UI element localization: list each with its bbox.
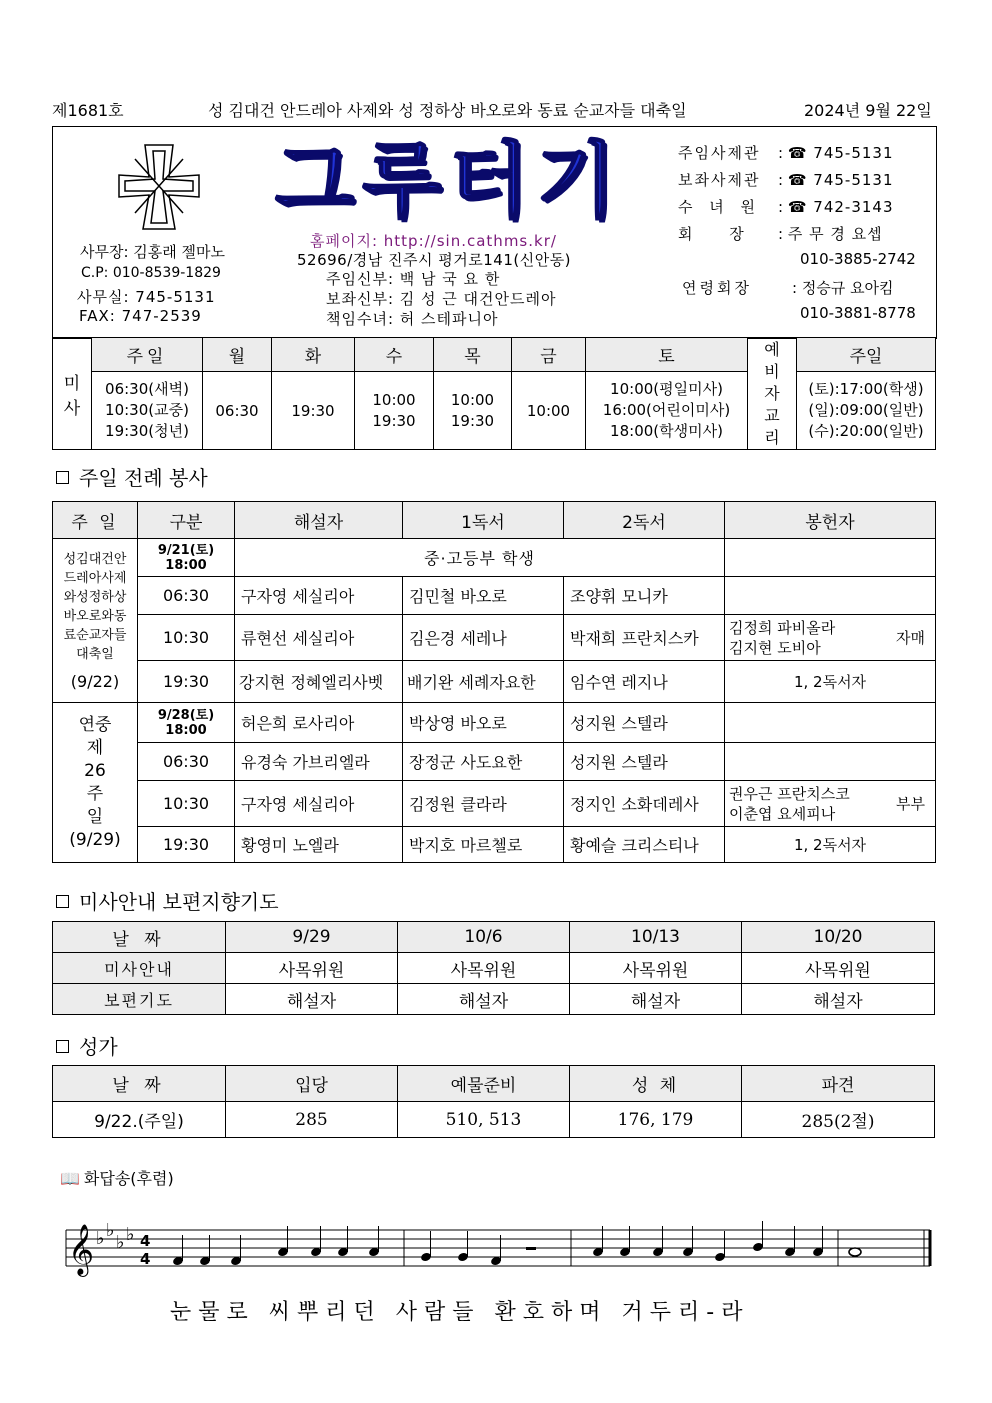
treble-clef-icon: 𝄞 xyxy=(68,1224,95,1275)
service-reader1: 박상영 바오로 xyxy=(403,703,564,743)
guide-prayer: 해설자 xyxy=(398,984,570,1015)
contact-value: ☎ 745-5131 xyxy=(787,171,894,189)
office-cp: C.P: 010-8539-1829 xyxy=(81,265,221,281)
guide-date: 10/13 xyxy=(570,922,742,953)
contact-value: ☎ 742-3143 xyxy=(787,198,894,216)
mass-header-wed: 수 xyxy=(355,338,434,372)
svg-text:♭: ♭ xyxy=(126,1224,135,1245)
service-merged: 중·고등부 학생 xyxy=(235,539,725,577)
service-commentator: 강지현 정혜엘리사벳 xyxy=(235,661,403,703)
service-reader2: 정지인 소화데레사 xyxy=(564,781,725,827)
book-icon: 📖 xyxy=(60,1169,80,1188)
mass-header-fri: 금 xyxy=(512,338,586,372)
mass-time-wed: 10:00 19:30 xyxy=(355,372,434,450)
mass-time-sun: 06:30(새벽) 10:30(교중) 19:30(청년) xyxy=(92,372,203,450)
guide-row-label: 날 짜 xyxy=(53,922,226,953)
checkbox-bullet-icon xyxy=(56,895,69,908)
address: 52696/경남 진주시 평거로141(신안동) xyxy=(297,251,572,269)
hymn-communion: 176, 179 xyxy=(570,1102,742,1138)
service-group-label: 연중 제 26 주 일 (9/29) xyxy=(53,703,138,863)
service-offer xyxy=(725,539,936,577)
checkbox-bullet-icon xyxy=(56,471,69,484)
service-reader1: 배기완 세례자요한 xyxy=(403,661,564,703)
psalm-staff xyxy=(58,1212,938,1302)
svg-text:4: 4 xyxy=(140,1250,151,1268)
service-reader2: 임수연 레지나 xyxy=(564,661,725,703)
service-offer xyxy=(725,703,936,743)
service-header: 2독서 xyxy=(564,502,725,539)
issue-date: 2024년 9월 22일 xyxy=(804,101,932,120)
guide-date: 9/29 xyxy=(226,922,398,953)
hymn-header: 입당 xyxy=(226,1066,398,1102)
svg-text:♭: ♭ xyxy=(96,1228,105,1249)
guide-date: 10/6 xyxy=(398,922,570,953)
service-reader2: 박재희 프란치스카 xyxy=(564,615,725,661)
feast-title: 성 김대건 안드레아 사제와 성 정하상 바오로와 동료 순교자들 대축일 xyxy=(208,101,687,120)
service-header: 주 일 xyxy=(53,502,138,539)
issue-number: 제1681호 xyxy=(52,101,124,120)
guide-table xyxy=(52,921,935,1015)
service-reader1: 박지호 마르첼로 xyxy=(403,827,564,863)
hymn-header: 날 짜 xyxy=(53,1066,226,1102)
service-reader2: 조양휘 모니카 xyxy=(564,577,725,615)
service-table xyxy=(52,501,936,863)
contact-label: 보좌사제관 xyxy=(678,171,761,189)
hymn-recessional: 285(2절) xyxy=(742,1102,935,1138)
service-commentator: 구자영 세실리아 xyxy=(235,781,403,827)
office-phone: 사무실: 745-5131 xyxy=(77,288,216,306)
hymn-header: 성 체 xyxy=(570,1066,742,1102)
service-section-title: 주일 전례 봉사 xyxy=(56,462,208,491)
mass-header-mon: 월 xyxy=(203,338,272,372)
service-time: 19:30 xyxy=(138,827,235,863)
service-time: 06:30 xyxy=(138,743,235,781)
guide-row-label: 미사안내 xyxy=(53,953,226,984)
mass-header-thu: 목 xyxy=(434,338,512,372)
guide-prayer: 해설자 xyxy=(226,984,398,1015)
mass-schedule-table xyxy=(52,337,936,450)
contact-value: 주 무 경 요셉 xyxy=(787,225,883,243)
bulletin-title: 그루터기 xyxy=(275,134,624,229)
pastor: 주임신부: 백 남 국 요 한 xyxy=(326,270,501,288)
mass-time-tue: 19:30 xyxy=(272,372,355,450)
hymn-header: 파견 xyxy=(742,1066,935,1102)
hymn-table xyxy=(52,1065,935,1138)
mass-header-sat: 토 xyxy=(586,338,748,372)
service-time: 9/28(토) 18:00 xyxy=(138,703,235,743)
contact-value: 010-3881-8778 xyxy=(800,304,916,322)
half-note xyxy=(849,1248,861,1256)
service-commentator: 류현선 세실리아 xyxy=(235,615,403,661)
mass-row-label: 미사 xyxy=(53,338,92,450)
parish-logo-icon xyxy=(115,141,203,233)
contact-label: 수 녀 원 xyxy=(678,198,762,216)
mass-time-fri: 10:00 xyxy=(512,372,586,450)
service-reader2: 성지원 스텔라 xyxy=(564,743,725,781)
mass-header-sun: 주일 xyxy=(92,338,203,372)
contact-label: 주임사제관 xyxy=(678,144,761,162)
service-reader1: 장정군 사도요한 xyxy=(403,743,564,781)
mass-time-mon: 06:30 xyxy=(203,372,272,450)
guide-prayer: 해설자 xyxy=(570,984,742,1015)
sister: 책임수녀: 허 스테파니아 xyxy=(326,310,499,328)
guide-prayer: 해설자 xyxy=(742,984,935,1015)
service-offer: 1, 2독서자 xyxy=(725,827,936,863)
guide-mass: 사목위원 xyxy=(570,953,742,984)
hymn-header: 예물준비 xyxy=(398,1066,570,1102)
service-header: 구분 xyxy=(138,502,235,539)
contact-value: 정승규 요아킴 xyxy=(801,279,894,297)
guide-mass: 사목위원 xyxy=(398,953,570,984)
homepage-link[interactable]: 홈페이지: http://sin.cathms.kr/ xyxy=(310,232,557,250)
service-time: 10:30 xyxy=(138,781,235,827)
mass-time-thu: 10:00 19:30 xyxy=(434,372,512,450)
service-reader2: 황예슬 크리스티나 xyxy=(564,827,725,863)
guide-date: 10/20 xyxy=(742,922,935,953)
checkbox-bullet-icon xyxy=(56,1040,69,1053)
guide-mass: 사목위원 xyxy=(742,953,935,984)
contact-value: ☎ 745-5131 xyxy=(787,144,894,162)
service-time: 19:30 xyxy=(138,661,235,703)
service-offer: 권우근 프란치스코 이춘엽 요세피나 부부 xyxy=(725,781,936,827)
masthead: 그루터기 사무장: 김홍래 젤마노 C.P: 010-8539-1829 사무실: 745-5131 FAX: 747-2539 홈페이지: http://sin.cathms.kr/ 52696/경남 진주시 평거로141(신안동) 주임신부: 백 남 국 요 한 보좌신부: 김 성 근 대건안드레아 책임수녀: 허 스테파니아 주임사제관 : ☎ 745-5131 보좌사제관 : ☎ 745-5131 수 녀 원 : ☎ 742-3143 회 장 : 주 무 경 요셉 010-3885-2742 연령회장 : 정승규 요아킴 010-3881-8778 xyxy=(52,126,937,339)
service-commentator: 황영미 노엘라 xyxy=(235,827,403,863)
psalm-lyrics: 눈물로 씨뿌리던 사람들 환호하며 거두리-라 xyxy=(170,1300,750,1325)
service-reader1: 김민철 바오로 xyxy=(403,577,564,615)
guide-mass: 사목위원 xyxy=(226,953,398,984)
office-fax: FAX: 747-2539 xyxy=(79,307,202,325)
service-time: 9/21(토) 18:00 xyxy=(138,539,235,577)
service-offer xyxy=(725,577,936,615)
catechumen-label: 예비자교리 xyxy=(748,338,797,450)
svg-text:♭: ♭ xyxy=(116,1232,125,1253)
mass-time-sat: 10:00(평일미사) 16:00(어린이미사) 18:00(학생미사) xyxy=(586,372,748,450)
contact-label: 연령회장 xyxy=(682,279,752,297)
service-header: 해설자 xyxy=(235,502,403,539)
catechumen-header: 주일 xyxy=(797,338,936,372)
service-time: 10:30 xyxy=(138,615,235,661)
svg-text:♭: ♭ xyxy=(106,1220,115,1241)
contact-value: 010-3885-2742 xyxy=(800,250,916,268)
guide-section-title: 미사안내 보편지향기도 xyxy=(56,886,279,915)
office-head: 사무장: 김홍래 젤마노 xyxy=(80,243,226,261)
service-group-label: 성김대건안드레아사제와성정하상바오로와동료순교자들대축일 (9/22) xyxy=(53,539,138,703)
catechumen-times: (토):17:00(학생) (일):09:00(일반) (수):20:00(일반) xyxy=(797,372,936,450)
service-reader1: 김정원 클라라 xyxy=(403,781,564,827)
hymn-section-title: 성가 xyxy=(56,1031,118,1060)
service-offer xyxy=(725,743,936,781)
service-reader2: 성지원 스텔라 xyxy=(564,703,725,743)
service-time: 06:30 xyxy=(138,577,235,615)
contact-label: 회 장 xyxy=(678,225,760,243)
psalm-title: 📖 화답송(후렴) xyxy=(60,1169,174,1188)
hymn-offertory: 510, 513 xyxy=(398,1102,570,1138)
service-commentator: 구자영 세실리아 xyxy=(235,577,403,615)
service-commentator: 허은희 로사리아 xyxy=(235,703,403,743)
mass-header-tue: 화 xyxy=(272,338,355,372)
service-commentator: 유경숙 가브리엘라 xyxy=(235,743,403,781)
service-header: 봉헌자 xyxy=(725,502,936,539)
svg-text:4: 4 xyxy=(140,1232,151,1250)
service-offer: 김정희 파비올라 김지현 도비아 자매 xyxy=(725,615,936,661)
hymn-entrance: 285 xyxy=(226,1102,398,1138)
service-reader1: 김은경 세레나 xyxy=(403,615,564,661)
service-header: 1독서 xyxy=(403,502,564,539)
guide-row-label: 보편기도 xyxy=(53,984,226,1015)
hymn-date: 9/22.(주일) xyxy=(53,1102,226,1138)
service-offer: 1, 2독서자 xyxy=(725,661,936,703)
assistant-pastor: 보좌신부: 김 성 근 대건안드레아 xyxy=(326,290,557,308)
